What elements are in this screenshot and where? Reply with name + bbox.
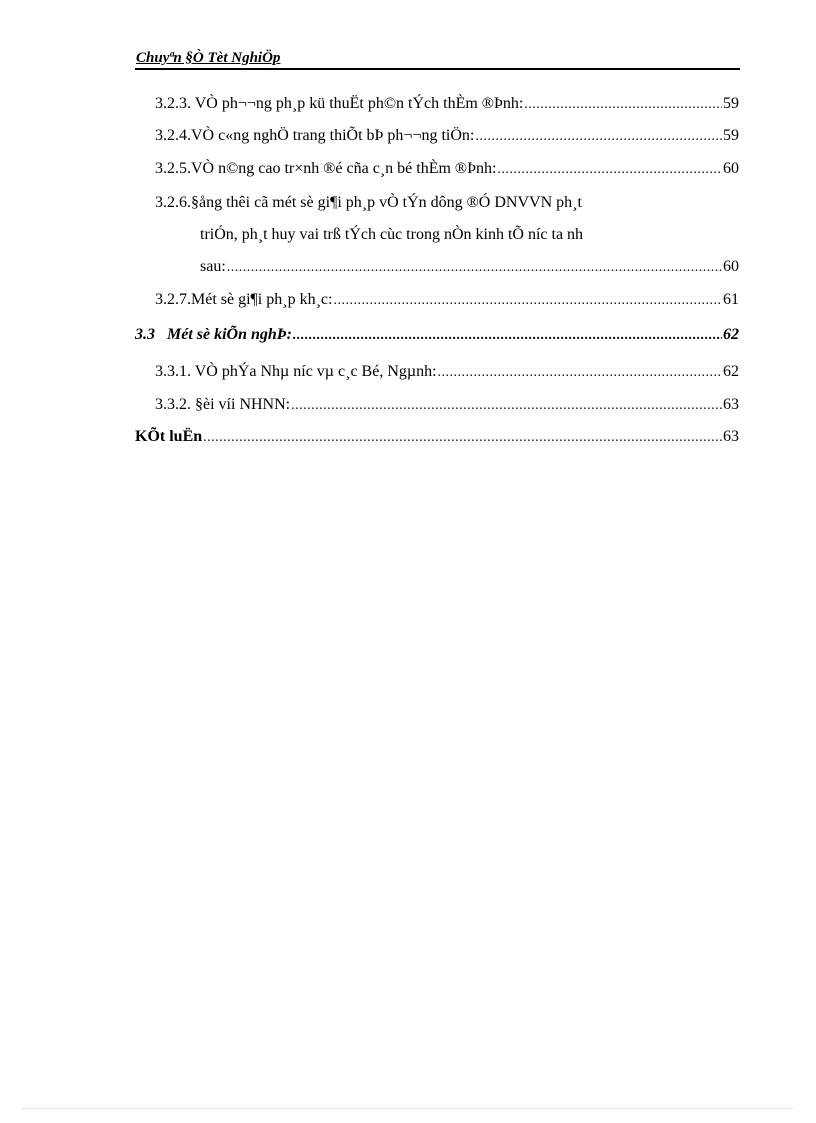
toc-entry-page: 61 — [723, 291, 739, 308]
toc-entry-3-3-2[interactable] — [155, 396, 739, 420]
toc-entry-3-2-5[interactable] — [155, 160, 739, 184]
toc-entry-page: 62 — [723, 326, 739, 343]
toc-entry-label: 3.3.2. §èi víi NHNN: — [155, 396, 291, 413]
toc-entry-label: 3.3.1. VÒ phÝa Nhµ níc vµ c¸c Bé, Ngµnh: — [155, 363, 437, 380]
leader-dots — [333, 293, 722, 309]
toc-entry-page: 59 — [723, 127, 739, 144]
toc-entry-page: 59 — [723, 95, 739, 112]
toc-entry-label: sau: — [200, 258, 226, 275]
page-bottom-border — [22, 1108, 794, 1109]
toc-entry-3-3[interactable] — [135, 326, 739, 350]
leader-dots — [438, 365, 722, 381]
toc-entry-label: 3.2.3. VÒ ph¬¬ng ph¸p kü thuËt ph©n tÝch thÈm ®Þnh: — [155, 95, 524, 112]
leader-dots — [524, 97, 722, 113]
toc-entry-3-2-3[interactable] — [155, 95, 739, 119]
leader-dots — [497, 162, 722, 178]
leader-dots — [293, 328, 722, 344]
toc-entry-page: 62 — [723, 363, 739, 380]
toc-entry-label: 3.2.4.VÒ c«ng nghÖ trang thiÕt bÞ ph¬¬ng tiÖn: — [155, 127, 475, 144]
leader-dots — [291, 398, 722, 414]
toc-entry-3-2-4[interactable] — [155, 127, 739, 151]
toc-entry-label: 3.2.5.VÒ n©ng cao tr×nh ®é cña c¸n bé thÈm ®Þnh: — [155, 160, 497, 177]
toc-entry-label: 3.2.7.Mét sè gi¶i ph¸p kh¸c: — [155, 291, 333, 308]
header-title: Chuyªn §Ò Tèt NghiÖp — [136, 50, 281, 66]
toc-entry-3-3-1[interactable] — [155, 363, 739, 387]
toc-entry-3-2-6-line-3[interactable] — [200, 258, 739, 282]
toc-entry-ket-luan[interactable] — [135, 428, 739, 452]
leader-dots — [475, 129, 722, 145]
leader-dots — [227, 260, 722, 276]
toc-entry-page: 63 — [723, 428, 739, 445]
toc-entry-label: 3.3 Mét sè kiÕn nghÞ: — [135, 326, 292, 343]
toc-entry-page: 60 — [723, 258, 739, 275]
toc-entry-label: KÕt luËn — [135, 428, 203, 445]
toc-entry-3-2-6-line-2[interactable]: triÓn, ph¸t huy vai trß tÝch cùc trong nÒn kinh tÕ níc ta nh — [200, 226, 584, 243]
page-header — [135, 48, 740, 70]
leader-dots — [203, 430, 722, 446]
toc-entry-3-2-6-line-1[interactable]: 3.2.6.§ång thêi cã mét sè gi¶i ph¸p vÒ tÝn dông ®Ó DNVVN ph¸t — [155, 194, 582, 211]
toc-entry-page: 60 — [723, 160, 739, 177]
toc-entry-3-2-7[interactable] — [155, 291, 739, 315]
toc-entry-page: 63 — [723, 396, 739, 413]
